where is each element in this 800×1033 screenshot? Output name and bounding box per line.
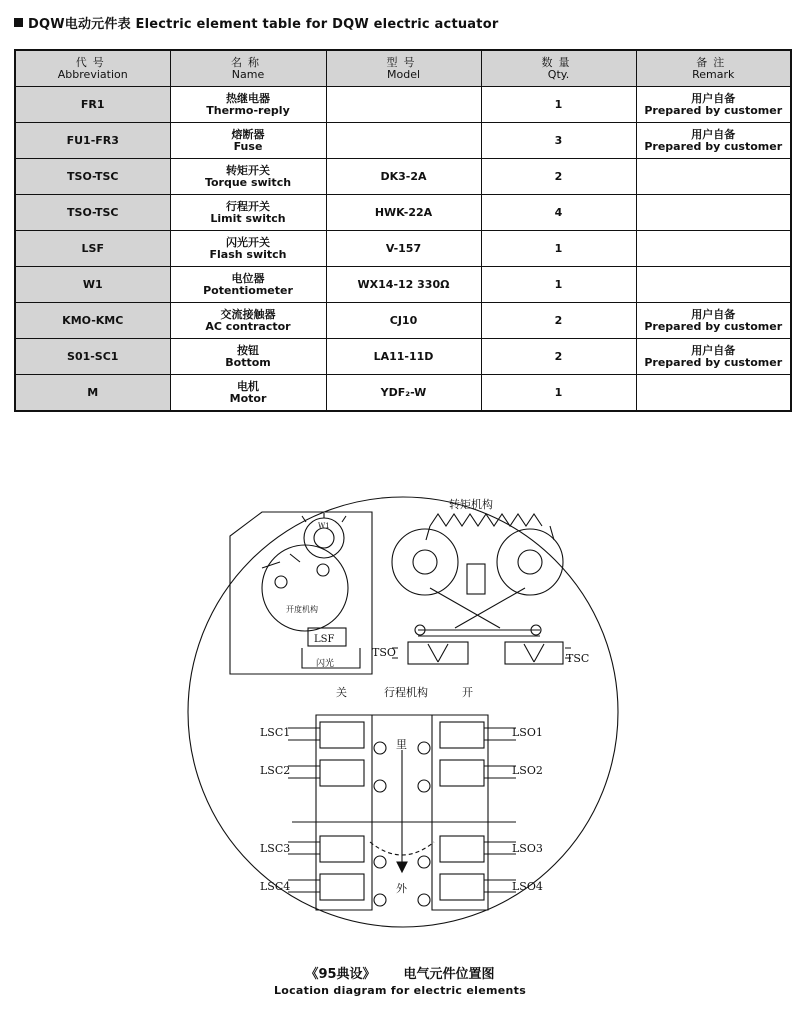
cell-qty: 1	[481, 267, 636, 303]
cell-qty: 1	[481, 87, 636, 123]
cell-model: YDF₂-W	[326, 375, 481, 412]
cell-remark: 用户自备 Prepared by customer	[636, 339, 791, 375]
label-lsc3: LSC3	[260, 842, 291, 855]
switch-gear-icon	[262, 545, 348, 631]
cell-remark: 用户自备 Prepared by customer	[636, 87, 791, 123]
cell-name: 转矩开关 Torque switch	[170, 159, 326, 195]
cell-remark	[636, 159, 791, 195]
lsc1-switch	[320, 722, 364, 748]
cell-abbreviation: KMO-KMC	[15, 303, 170, 339]
table-title	[14, 13, 498, 32]
cell-abbreviation: M	[15, 375, 170, 412]
table-row	[15, 159, 791, 195]
cell-remark	[636, 375, 791, 412]
cell-model: LA11-11D	[326, 339, 481, 375]
cell-qty: 3	[481, 123, 636, 159]
lsc2-switch	[320, 760, 364, 786]
label-lsc1: LSC1	[260, 726, 291, 739]
torque-spring	[430, 514, 542, 526]
label-close: 关	[336, 686, 347, 699]
cell-abbreviation: FU1-FR3	[15, 123, 170, 159]
label-tsc: TSC	[566, 652, 590, 665]
electric-element-table	[14, 49, 792, 412]
label-inner: 里	[396, 738, 407, 751]
cell-qty: 1	[481, 231, 636, 267]
label-lso1: LSO1	[512, 726, 543, 739]
tso-switch	[408, 642, 468, 664]
table-row	[15, 375, 791, 412]
cell-name: 电位器 Potentiometer	[170, 267, 326, 303]
header-name: 名称 Name	[170, 50, 326, 87]
cell-model: WX14-12 330Ω	[326, 267, 481, 303]
torque-dial-left	[392, 529, 458, 595]
lso4-switch	[440, 874, 484, 900]
label-tso: TSO	[372, 646, 396, 659]
cell-name: 交流接触器 AC contractor	[170, 303, 326, 339]
header-qty: 数量 Qty.	[481, 50, 636, 87]
cell-name: 闪光开关 Flash switch	[170, 231, 326, 267]
diagram-caption-zh	[0, 963, 800, 982]
cell-abbreviation: S01-SC1	[15, 339, 170, 375]
tsc-switch	[505, 642, 563, 664]
header-abbreviation: 代号 Abbreviation	[15, 50, 170, 87]
cell-abbreviation: LSF	[15, 231, 170, 267]
cell-name: 电机 Motor	[170, 375, 326, 412]
cell-remark	[636, 267, 791, 303]
table-header-row	[15, 50, 791, 87]
table-row	[15, 231, 791, 267]
switch-mechanism-frame	[230, 512, 372, 674]
cell-model	[326, 123, 481, 159]
cell-abbreviation: FR1	[15, 87, 170, 123]
cell-qty: 2	[481, 303, 636, 339]
label-lsc4: LSC4	[260, 880, 291, 893]
label-open: 开	[462, 686, 473, 699]
square-bullet-icon	[14, 18, 23, 27]
label-lso2: LSO2	[512, 764, 543, 777]
table-row	[15, 303, 791, 339]
table-row	[15, 123, 791, 159]
lso2-switch	[440, 760, 484, 786]
label-lso4: LSO4	[512, 880, 543, 893]
cell-model: HWK-22A	[326, 195, 481, 231]
cell-qty: 1	[481, 375, 636, 412]
label-lsc2: LSC2	[260, 764, 291, 777]
cell-model	[326, 87, 481, 123]
cell-abbreviation: TSO-TSC	[15, 159, 170, 195]
lso3-switch	[440, 836, 484, 862]
cell-abbreviation: W1	[15, 267, 170, 303]
label-w1: W1	[318, 522, 330, 530]
cell-remark: 用户自备 Prepared by customer	[636, 123, 791, 159]
diagram-caption-en: Location diagram for electric elements	[273, 984, 527, 997]
cell-name: 按钮 Bottom	[170, 339, 326, 375]
cell-qty: 2	[481, 159, 636, 195]
cell-model: DK3-2A	[326, 159, 481, 195]
cell-model: CJ10	[326, 303, 481, 339]
cell-abbreviation: TSO-TSC	[15, 195, 170, 231]
label-outer: 外	[396, 882, 407, 895]
cell-remark	[636, 195, 791, 231]
label-torque-mechanism: 转矩机构	[449, 498, 493, 511]
cell-remark	[636, 231, 791, 267]
label-switch-mechanism: 开度机构	[286, 605, 318, 614]
table-row	[15, 87, 791, 123]
header-remark: 备注 Remark	[636, 50, 791, 87]
table-row	[15, 267, 791, 303]
table-title-text: DQW电动元件表 Electric element table for DQW electric actuator	[28, 17, 499, 32]
cell-qty: 4	[481, 195, 636, 231]
lsc4-switch	[320, 874, 364, 900]
table-row	[15, 195, 791, 231]
cell-name: 热继电器 Thermo-reply	[170, 87, 326, 123]
cell-qty: 2	[481, 339, 636, 375]
caption-standard: 《95典设》	[305, 967, 376, 982]
caption-title-zh: 电气元件位置图	[403, 967, 495, 982]
header-model: 型号 Model	[326, 50, 481, 87]
label-lsf: LSF	[314, 634, 335, 645]
lsc3-switch	[320, 836, 364, 862]
cell-name: 行程开关 Limit switch	[170, 195, 326, 231]
torque-linkage	[418, 588, 540, 636]
table-row	[15, 339, 791, 375]
cell-name: 熔断器 Fuse	[170, 123, 326, 159]
label-flash: 闪光	[316, 659, 335, 669]
cell-model: V-157	[326, 231, 481, 267]
location-diagram	[0, 470, 800, 970]
label-lso3: LSO3	[512, 842, 543, 855]
lso1-switch	[440, 722, 484, 748]
cell-remark: 用户自备 Prepared by customer	[636, 303, 791, 339]
label-travel-mechanism: 行程机构	[384, 686, 428, 699]
